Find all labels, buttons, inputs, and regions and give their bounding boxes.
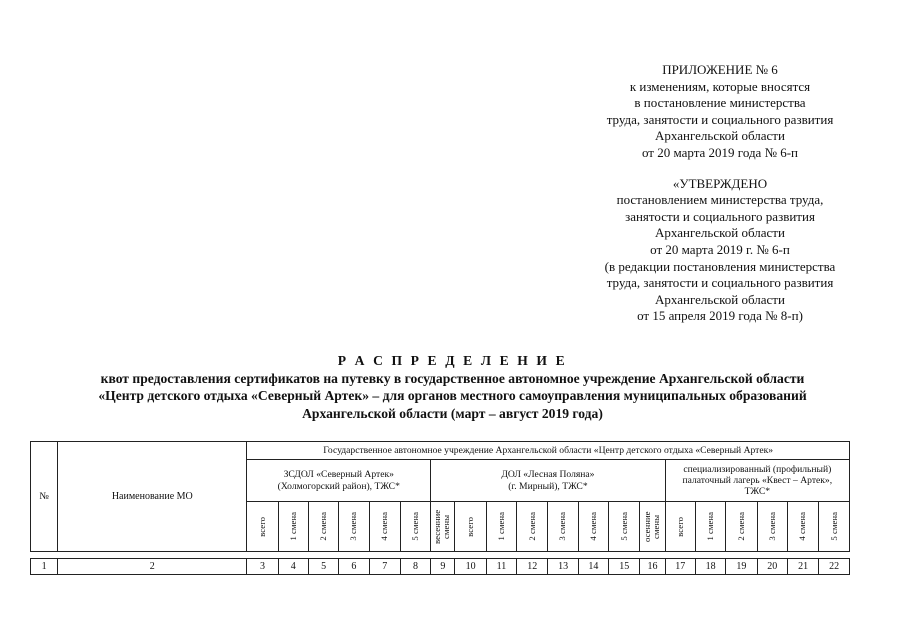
column-number-cell: 14 <box>578 559 608 575</box>
subheader-cell: 1 смена <box>695 502 725 552</box>
column-number-cell: 8 <box>400 559 430 575</box>
subheader-cell: 4 смена <box>578 502 608 552</box>
column-number-row <box>31 559 850 575</box>
column-number-cell: 22 <box>819 559 850 575</box>
approval-line: от 20 марта 2019 г. № 6-п <box>650 241 790 257</box>
subheader-cell: 4 смена <box>369 502 400 552</box>
header-mo-name: Наименование МО <box>58 442 247 552</box>
header-camp-severny-artek: ЗСДОЛ «Северный Артек» (Холмогорский район), ТЖС* <box>247 460 431 502</box>
subheader-cell: 3 смена <box>548 502 578 552</box>
title-line: квот предоставления сертификатов на путевку в государственное автономное учреждение Архангельской области <box>100 370 805 386</box>
approval-line: занятости и социального развития <box>625 208 815 224</box>
column-number-cell: 17 <box>665 559 695 575</box>
subheader-cell: осенние смены <box>640 502 665 552</box>
header-row-org <box>31 442 850 460</box>
document-title <box>0 352 905 422</box>
column-number-cell: 3 <box>247 559 278 575</box>
column-number-cell: 16 <box>640 559 665 575</box>
subheader-cell: весенние смены <box>431 502 455 552</box>
appendix-block <box>530 62 905 325</box>
column-number-cell: 7 <box>369 559 400 575</box>
subheader-cell: 1 смена <box>486 502 516 552</box>
subheader-cell: 2 смена <box>726 502 757 552</box>
column-number-cell: 10 <box>455 559 486 575</box>
subheader-cell: 5 смена <box>819 502 850 552</box>
subheader-cell: всего <box>665 502 695 552</box>
column-number-cell: 18 <box>695 559 725 575</box>
header-camp-kvest-artek: специализированный (профильный) палаточный лагерь «Квест – Артек», ТЖС* <box>665 460 849 502</box>
column-number-cell: 4 <box>278 559 308 575</box>
column-number-cell: 2 <box>58 559 247 575</box>
column-number-cell: 15 <box>609 559 640 575</box>
approval-line: Архангельской области <box>655 225 785 241</box>
column-number-cell: 6 <box>339 559 369 575</box>
header-gap-row <box>31 552 850 559</box>
appendix-line: Архангельской области <box>655 128 785 144</box>
column-number-cell: 1 <box>31 559 58 575</box>
subheader-cell: всего <box>455 502 486 552</box>
appendix-line: ПРИЛОЖЕНИЕ № 6 <box>662 62 778 77</box>
column-number-cell: 21 <box>787 559 818 575</box>
approval-line: труда, занятости и социального развития <box>606 275 834 291</box>
approval-line: от 15 апреля 2019 года № 8-п) <box>637 308 803 324</box>
approval-line: Архангельской области <box>655 291 785 307</box>
column-number-cell: 11 <box>486 559 516 575</box>
column-number-cell: 19 <box>726 559 757 575</box>
appendix-line: труда, занятости и социального развития <box>606 111 834 127</box>
subheader-cell: 3 смена <box>339 502 369 552</box>
subheader-cell: 2 смена <box>308 502 338 552</box>
header-camp-lesnaya-polyana: ДОЛ «Лесная Поляна» (г. Мирный), ТЖС* <box>431 460 665 502</box>
header-number: № <box>31 442 58 552</box>
appendix-line: к изменениям, которые вносятся <box>629 78 811 94</box>
title-line: Архангельской области (март – август 2019 года) <box>302 405 603 421</box>
header-organization: Государственное автономное учреждение Архангельской области «Центр детского отдыха «Северный Артек» <box>247 442 850 460</box>
subheader-cell: 4 смена <box>787 502 818 552</box>
subheader-cell: 1 смена <box>278 502 308 552</box>
approval-line: (в редакции постановления министерства <box>604 258 836 274</box>
column-number-cell: 13 <box>548 559 578 575</box>
approval-line: постановлением министерства труда, <box>616 192 824 208</box>
subheader-cell: 5 смена <box>400 502 430 552</box>
appendix-line: в постановление министерства <box>634 95 806 111</box>
approval-block <box>530 176 905 325</box>
column-number-cell: 20 <box>757 559 787 575</box>
column-number-cell: 12 <box>517 559 548 575</box>
column-number-cell: 9 <box>431 559 455 575</box>
appendix-line: от 20 марта 2019 года № 6-п <box>641 144 799 160</box>
approval-line: «УТВЕРЖДЕНО <box>672 175 768 191</box>
subheader-cell: всего <box>247 502 278 552</box>
title-heading: Р А С П Р Е Д Е Л Е Н И Е <box>337 353 568 368</box>
subheader-cell: 2 смена <box>517 502 548 552</box>
title-line: «Центр детского отдыха «Северный Артек» – для органов местного самоуправления муниципальных образований <box>98 388 807 404</box>
quota-table <box>30 441 850 575</box>
subheader-cell: 5 смена <box>609 502 640 552</box>
subheader-cell: 3 смена <box>757 502 787 552</box>
column-number-cell: 5 <box>308 559 338 575</box>
